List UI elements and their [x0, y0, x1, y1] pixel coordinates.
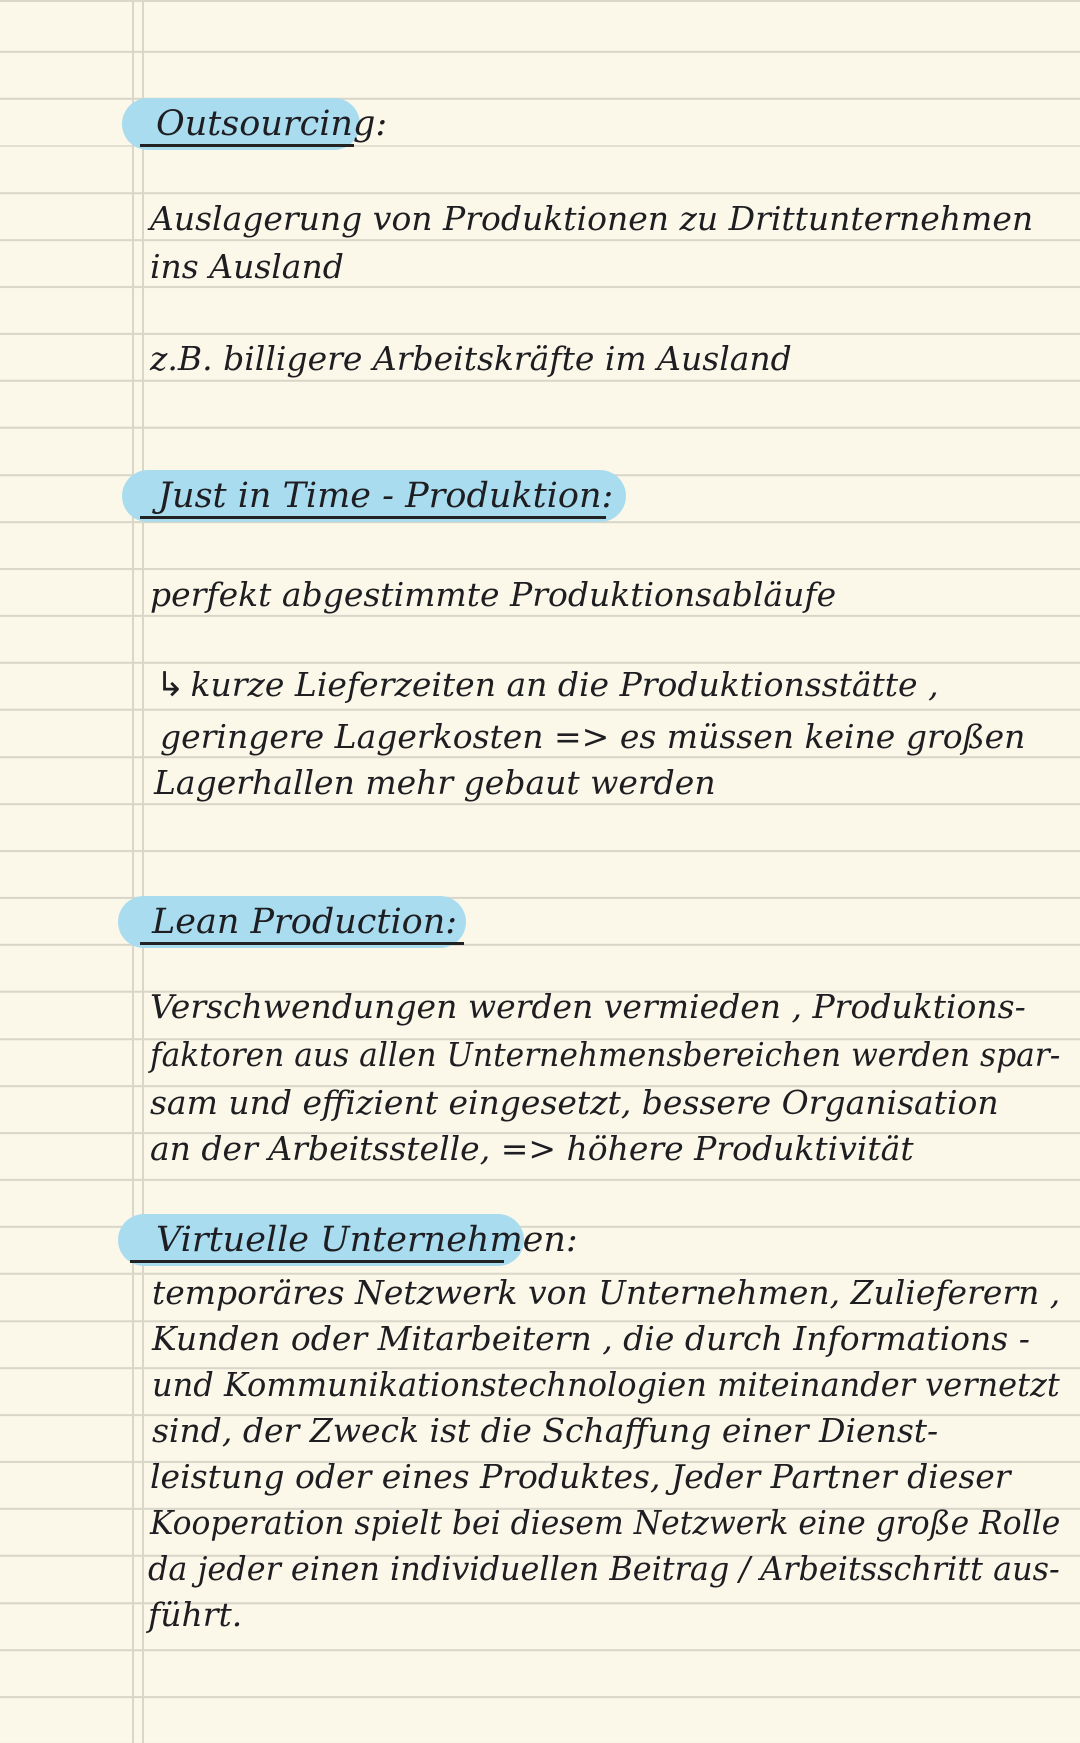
margin-line-inner [142, 0, 144, 1743]
text-line: ins Ausland [150, 247, 344, 286]
text-line: leistung oder eines Produktes, Jeder Partner dieser [150, 1457, 1011, 1496]
heading-underline [130, 1260, 504, 1263]
text-line: Auslagerung von Produktionen zu Drittunternehmen [150, 199, 1034, 238]
text-line: führt. [148, 1595, 243, 1634]
text-line: perfekt abgestimmte Produktionsabläufe [150, 575, 837, 614]
text-line: an der Arbeitsstelle, => höhere Produktivität [150, 1129, 914, 1168]
text-line: da jeder einen individuellen Beitrag / Arbeitsschritt aus- [148, 1549, 1060, 1588]
text-line: z.B. billigere Arbeitskräfte im Ausland [150, 339, 792, 378]
margin-line [132, 0, 134, 1743]
text-line: faktoren aus allen Unternehmensbereichen werden spar- [150, 1035, 1061, 1074]
heading-just-in-time: Just in Time - Produktion: [158, 476, 614, 516]
text-line: Kunden oder Mitarbeitern , die durch Informations - [152, 1319, 1030, 1358]
text-line: Kooperation spielt bei diesem Netzwerk eine große Rolle [150, 1503, 1061, 1542]
text-line: Lagerhallen mehr gebaut werden [154, 763, 716, 802]
heading-virtuelle-unternehmen: Virtuelle Unternehmen: [156, 1220, 578, 1260]
heading-underline [140, 516, 606, 519]
text-line: sind, der Zweck ist die Schaffung einer Dienst- [152, 1411, 939, 1450]
heading-underline [140, 942, 464, 945]
text-line: geringere Lagerkosten => es müssen keine großen [160, 717, 1026, 756]
text-line: sam und effizient eingesetzt, bessere Organisation [150, 1083, 999, 1122]
heading-outsourcing: Outsourcing: [156, 104, 388, 144]
heading-lean-production: Lean Production: [152, 902, 458, 942]
text-line: temporäres Netzwerk von Unternehmen, Zulieferern , [152, 1273, 1061, 1312]
text-line: kurze Lieferzeiten an die Produktionsstätte , [190, 665, 939, 704]
text-line: und Kommunikationstechnologien miteinander vernetzt [152, 1365, 1060, 1404]
text-line-arrow [156, 662, 939, 708]
arrow-icon: ↳ [156, 665, 185, 705]
heading-underline [140, 144, 354, 147]
text-line: Verschwendungen werden vermieden , Produktions- [150, 987, 1026, 1026]
